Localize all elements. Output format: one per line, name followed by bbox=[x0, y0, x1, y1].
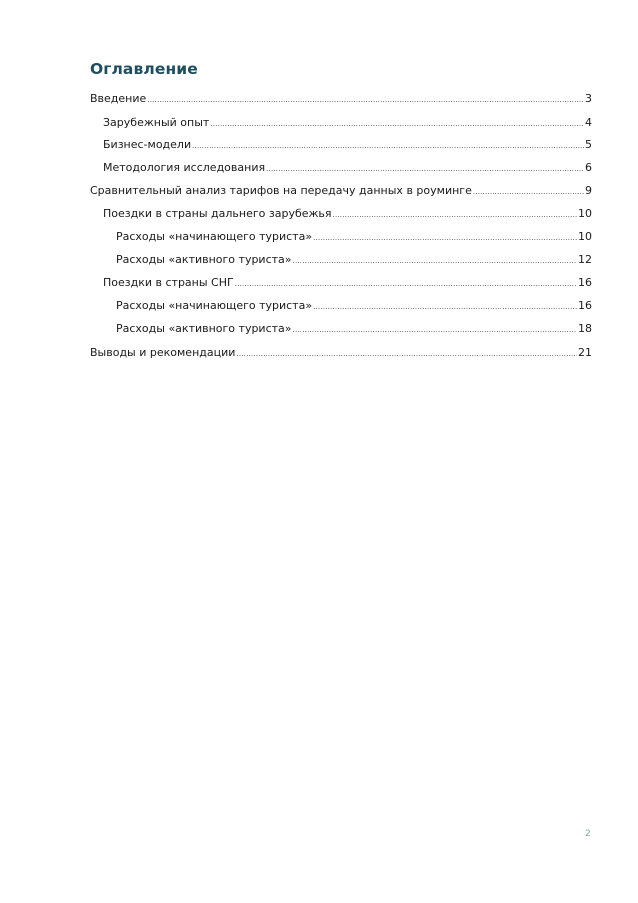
toc-dot-leader bbox=[293, 323, 577, 337]
toc-entry-page: 6 bbox=[585, 161, 592, 174]
toc-entry-label: Введение bbox=[90, 92, 147, 105]
toc-entry-comparative-analysis[interactable] bbox=[90, 184, 592, 199]
toc-entry-page: 12 bbox=[578, 253, 592, 266]
toc-entry-page: 18 bbox=[578, 322, 592, 335]
toc-entry-beginner-tourist-far[interactable] bbox=[116, 230, 592, 245]
toc-entry-active-tourist-far[interactable] bbox=[116, 253, 592, 268]
toc-entry-active-tourist-cis[interactable] bbox=[116, 322, 592, 337]
toc-entry-beginner-tourist-cis[interactable] bbox=[116, 299, 592, 314]
toc-entry-cis-trips[interactable] bbox=[103, 276, 592, 291]
toc-entry-label: Выводы и рекомендации bbox=[90, 346, 236, 359]
toc-entry-label: Сравнительный анализ тарифов на передачу данных в роуминге bbox=[90, 184, 472, 197]
toc-entry-label: Расходы «начинающего туриста» bbox=[116, 230, 313, 243]
toc-entry-page: 10 bbox=[578, 207, 592, 220]
toc-entry-methodology[interactable] bbox=[103, 161, 592, 176]
toc-dot-leader bbox=[473, 185, 584, 199]
toc-entry-page: 3 bbox=[585, 92, 592, 105]
toc-entry-label: Расходы «активного туриста» bbox=[116, 322, 292, 335]
page-number: 2 bbox=[585, 829, 591, 839]
toc-dot-leader bbox=[147, 93, 584, 107]
toc-entry-page: 5 bbox=[585, 138, 592, 151]
toc-dot-leader bbox=[293, 254, 577, 268]
toc-dot-leader bbox=[313, 300, 577, 314]
toc-entry-page: 16 bbox=[578, 299, 592, 312]
toc-entry-label: Поездки в страны дальнего зарубежья bbox=[103, 207, 332, 220]
toc-entry-foreign-experience[interactable] bbox=[103, 116, 592, 131]
toc-entry-conclusions[interactable] bbox=[90, 346, 592, 361]
toc-entry-business-models[interactable] bbox=[103, 138, 592, 153]
toc-entry-label: Методология исследования bbox=[103, 161, 266, 174]
toc-entry-label: Поездки в страны СНГ bbox=[103, 276, 234, 289]
toc-dot-leader bbox=[210, 117, 584, 131]
toc-entry-page: 21 bbox=[578, 346, 592, 359]
toc-entry-page: 9 bbox=[585, 184, 592, 197]
toc-title: Оглавление bbox=[90, 60, 198, 78]
toc-entry-far-abroad-trips[interactable] bbox=[103, 207, 592, 222]
toc-dot-leader bbox=[266, 162, 584, 176]
toc-dot-leader bbox=[313, 231, 577, 245]
toc-entry-introduction[interactable] bbox=[90, 92, 592, 107]
toc-dot-leader bbox=[235, 277, 577, 291]
toc-entry-label: Расходы «активного туриста» bbox=[116, 253, 292, 266]
toc-entry-page: 10 bbox=[578, 230, 592, 243]
toc-entry-label: Зарубежный опыт bbox=[103, 116, 210, 129]
toc-entry-label: Расходы «начинающего туриста» bbox=[116, 299, 313, 312]
toc-entry-label: Бизнес-модели bbox=[103, 138, 192, 151]
toc-dot-leader bbox=[333, 208, 577, 222]
toc-dot-leader bbox=[192, 139, 584, 153]
toc-dot-leader bbox=[236, 347, 577, 361]
toc-entry-page: 4 bbox=[585, 116, 592, 129]
toc-entry-page: 16 bbox=[578, 276, 592, 289]
